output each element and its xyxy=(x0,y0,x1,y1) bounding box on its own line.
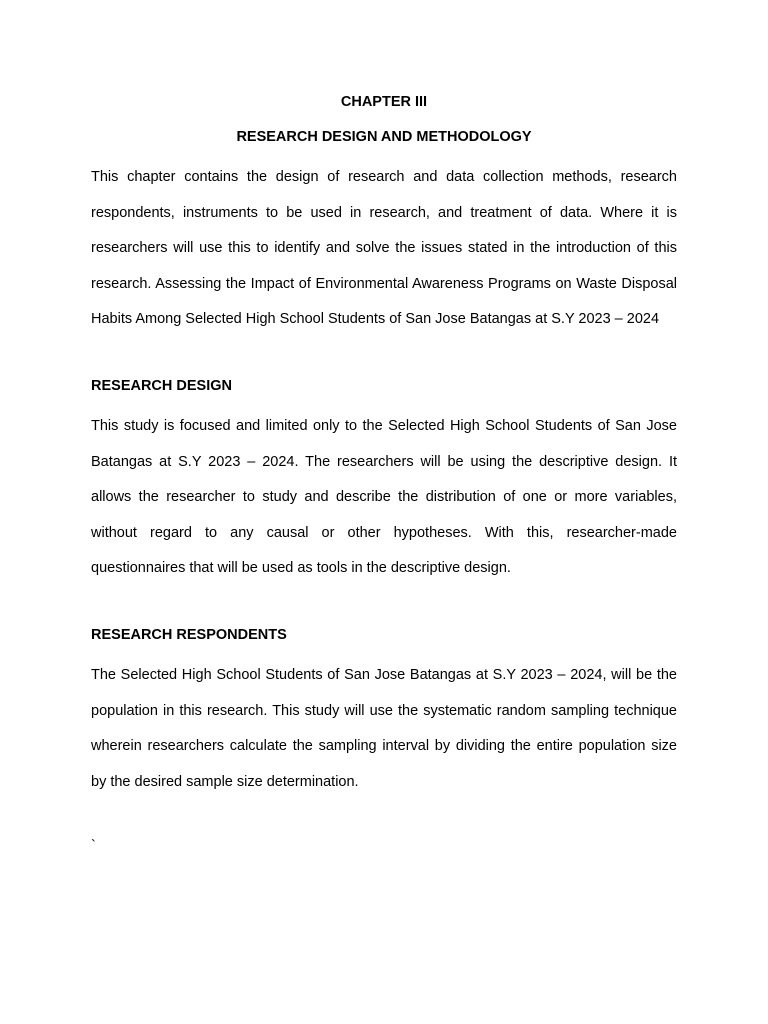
research-respondents-paragraph: The Selected High School Students of San Jose Batangas at S.Y 2023 – 2024, will be the population in this research. This study will use the systematic random sampling technique wherein researchers calculate the sampling interval by dividing the entire population size by the desired sample size determination. xyxy=(91,666,677,790)
stray-backtick-mark: ` xyxy=(91,838,96,855)
research-design-heading: RESEARCH DESIGN xyxy=(91,377,232,394)
research-respondents-heading: RESEARCH RESPONDENTS xyxy=(91,626,287,643)
chapter-number: CHAPTER III xyxy=(340,94,428,110)
section-spacer xyxy=(91,587,677,622)
section-spacer xyxy=(91,338,677,373)
intro-paragraph: This chapter contains the design of research and data collection methods, research respondents, instruments to be used in research, and treatment of data. Where it is researchers will use this to identify and solve the issues stated in the introduction of this research. Assessing the Impact of Environmental Awareness Programs on Waste Disposal Habits Among Selected High School Students of San Jose Batangas at S.Y 2023 – 2024 xyxy=(91,169,677,328)
chapter-title: RESEARCH DESIGN AND METHODOLOGY xyxy=(236,129,532,145)
research-design-paragraph: This study is focused and limited only to the Selected High School Students of San Jose Batangas at S.Y 2023 – 2024. The researchers will be using the descriptive design. It allows the researcher to study and describe the distribution of one or more variables, without regard to any causal or other hypotheses. With this, researcher-made questionnaires that will be used as tools in the descriptive design. xyxy=(91,417,677,577)
document-content xyxy=(91,89,677,856)
